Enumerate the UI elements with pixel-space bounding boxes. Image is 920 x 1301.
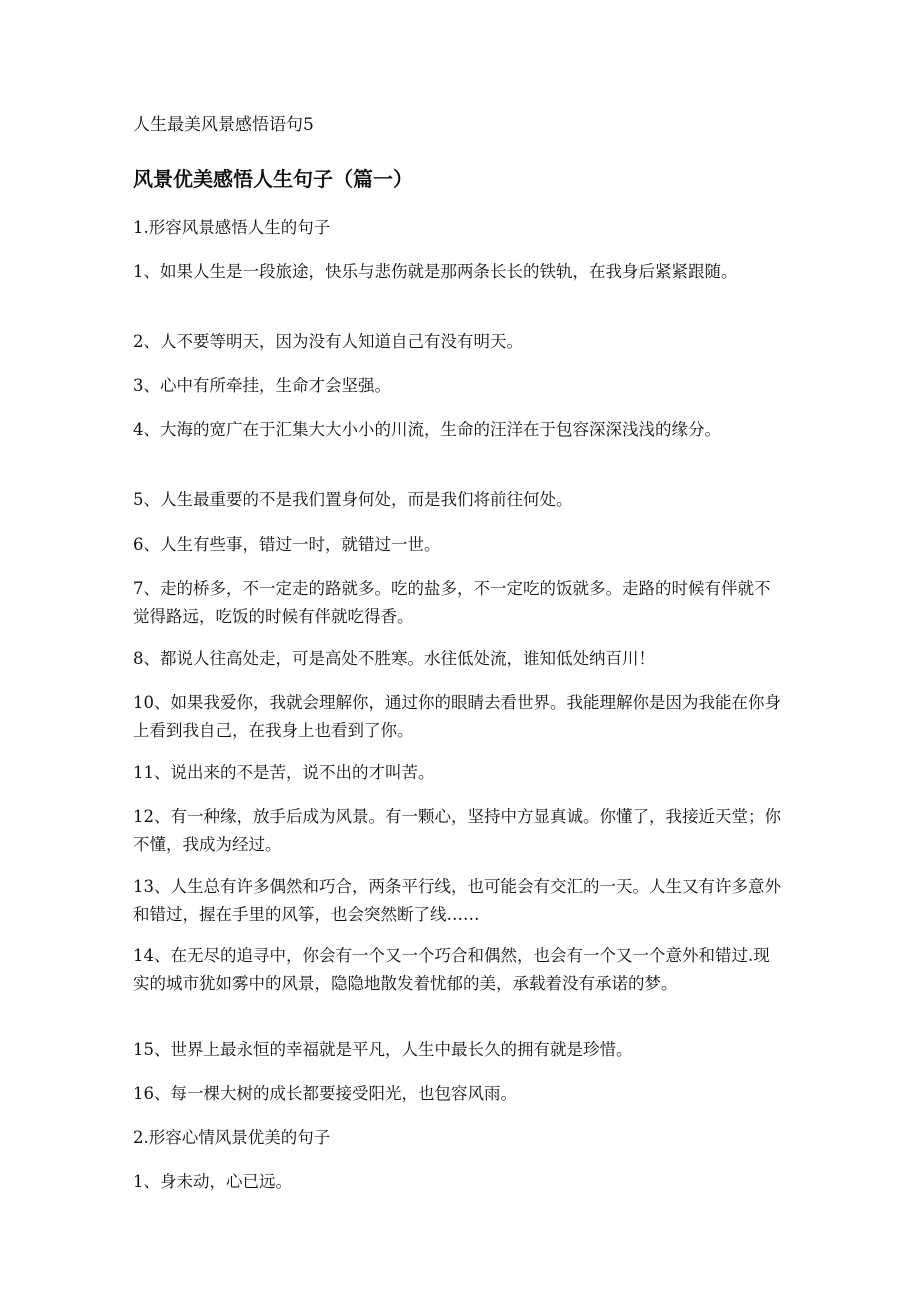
paragraph-item: 1、如果人生是一段旅途，快乐与悲伤就是那两条长长的铁轨，在我身后紧紧跟随。 [133,262,738,281]
paragraph-item: 11、说出来的不是苦，说不出的才叫苦。 [133,763,435,782]
paragraph-item: 4、大海的宽广在于汇集大大小小的川流，生命的汪洋在于包容深深浅浅的缘分。 [133,420,721,439]
paragraph-item: 13、人生总有许多偶然和巧合，两条平行线，也可能会有交汇的一天。人生又有许多意外和错过，握在手里的风筝，也会突然断了线…… [133,877,781,924]
paragraph-item: 16、每一棵大树的成长都要接受阳光，也包容风雨。 [133,1084,517,1103]
paragraph-item: 15、世界上最永恒的幸福就是平凡，人生中最长久的拥有就是珍惜。 [133,1040,633,1059]
paragraph-item: 6、人生有些事，错过一时，就错过一世。 [133,535,441,554]
paragraph-item: 5、人生最重要的不是我们置身何处，而是我们将前往何处。 [133,490,573,509]
subheading-1: 1.形容风景感悟人生的句子 [133,218,331,237]
paragraph-item: 3、心中有所牵挂，生命才会坚强。 [133,376,391,395]
paragraph-item: 10、如果我爱你，我就会理解你，通过你的眼睛去看世界。我能理解你是因为我能在你身上看到我自己，在我身上也看到了你。 [133,693,781,740]
paragraph-item: 7、走的桥多，不一定走的路就多。吃的盐多，不一定吃的饭就多。走路的时候有伴就不觉得路远，吃饭的时候有伴就吃得香。 [133,579,771,626]
paragraph-item: 2、人不要等明天，因为没有人知道自己有没有明天。 [133,332,523,351]
paragraph-item: 8、都说人往高处走，可是高处不胜寒。水往低处流，谁知低处纳百川！ [133,649,655,668]
section-heading: 风景优美感悟人生句子（篇一） [133,167,413,191]
subheading-2: 2.形容心情风景优美的句子 [133,1128,331,1147]
paragraph-item: 1、身未动，心已远。 [133,1172,292,1191]
paragraph-item: 14、在无尽的追寻中，你会有一个又一个巧合和偶然，也会有一个又一个意外和错过.现实的城市犹如雾中的风景，隐隐地散发着忧郁的美，承载着没有承诺的梦。 [133,946,770,993]
document-title: 人生最美风景感悟语句5 [133,115,314,135]
paragraph-item: 12、有一种缘，放手后成为风景。有一颗心，坚持中方显真诚。你懂了，我接近天堂；你不懂，我成为经过。 [133,807,781,854]
